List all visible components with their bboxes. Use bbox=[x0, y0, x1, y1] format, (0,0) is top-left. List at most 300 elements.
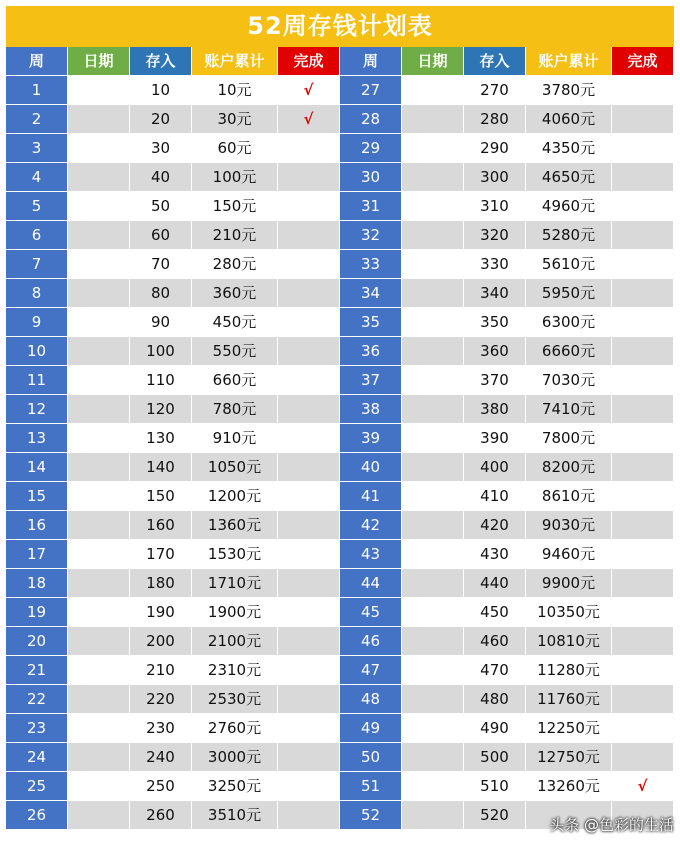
account-cell: 10元 bbox=[192, 76, 278, 104]
table-row bbox=[340, 540, 674, 569]
header-week: 周 bbox=[340, 47, 402, 75]
account-cell: 4960元 bbox=[526, 192, 612, 220]
header-row bbox=[6, 47, 340, 76]
week-cell: 7 bbox=[6, 250, 68, 278]
table-row bbox=[6, 163, 340, 192]
date-cell bbox=[68, 511, 130, 539]
table-row bbox=[6, 395, 340, 424]
date-cell bbox=[402, 482, 464, 510]
table-row bbox=[6, 627, 340, 656]
week-cell: 27 bbox=[340, 76, 402, 104]
week-cell: 6 bbox=[6, 221, 68, 249]
deposit-cell: 20 bbox=[130, 105, 192, 133]
deposit-cell: 240 bbox=[130, 743, 192, 771]
week-cell: 25 bbox=[6, 772, 68, 800]
date-cell bbox=[402, 627, 464, 655]
table-row bbox=[340, 76, 674, 105]
done-cell bbox=[612, 424, 674, 452]
deposit-cell: 410 bbox=[464, 482, 526, 510]
table-row bbox=[6, 598, 340, 627]
done-cell bbox=[612, 482, 674, 510]
deposit-cell: 30 bbox=[130, 134, 192, 162]
done-cell: √ bbox=[612, 772, 674, 800]
date-cell bbox=[68, 801, 130, 829]
done-cell bbox=[612, 540, 674, 568]
deposit-cell: 370 bbox=[464, 366, 526, 394]
week-cell: 39 bbox=[340, 424, 402, 452]
account-cell: 3000元 bbox=[192, 743, 278, 771]
deposit-cell: 380 bbox=[464, 395, 526, 423]
date-cell bbox=[402, 714, 464, 742]
date-cell bbox=[402, 772, 464, 800]
account-cell: 360元 bbox=[192, 279, 278, 307]
done-cell bbox=[612, 163, 674, 191]
account-cell: 4060元 bbox=[526, 105, 612, 133]
week-cell: 1 bbox=[6, 76, 68, 104]
table-row bbox=[6, 482, 340, 511]
table-row bbox=[6, 685, 340, 714]
table-row bbox=[340, 134, 674, 163]
done-cell bbox=[278, 250, 340, 278]
header-done: 完成 bbox=[278, 47, 340, 75]
deposit-cell: 390 bbox=[464, 424, 526, 452]
week-cell: 23 bbox=[6, 714, 68, 742]
done-cell: √ bbox=[278, 105, 340, 133]
table-row bbox=[6, 192, 340, 221]
week-cell: 13 bbox=[6, 424, 68, 452]
account-cell: 9900元 bbox=[526, 569, 612, 597]
table-row bbox=[340, 279, 674, 308]
header-deposit: 存入 bbox=[464, 47, 526, 75]
done-cell bbox=[612, 743, 674, 771]
table-row bbox=[340, 221, 674, 250]
week-cell: 16 bbox=[6, 511, 68, 539]
table-row bbox=[6, 424, 340, 453]
date-cell bbox=[68, 482, 130, 510]
account-cell: 7030元 bbox=[526, 366, 612, 394]
account-cell: 8610元 bbox=[526, 482, 612, 510]
week-cell: 3 bbox=[6, 134, 68, 162]
date-cell bbox=[68, 540, 130, 568]
date-cell bbox=[68, 366, 130, 394]
deposit-cell: 80 bbox=[130, 279, 192, 307]
account-cell: 4650元 bbox=[526, 163, 612, 191]
week-cell: 34 bbox=[340, 279, 402, 307]
date-cell bbox=[68, 627, 130, 655]
account-cell: 5610元 bbox=[526, 250, 612, 278]
account-cell: 2530元 bbox=[192, 685, 278, 713]
account-cell: 60元 bbox=[192, 134, 278, 162]
done-cell bbox=[278, 743, 340, 771]
date-cell bbox=[402, 569, 464, 597]
account-cell: 7800元 bbox=[526, 424, 612, 452]
week-cell: 37 bbox=[340, 366, 402, 394]
date-cell bbox=[402, 598, 464, 626]
week-cell: 24 bbox=[6, 743, 68, 771]
done-cell bbox=[278, 685, 340, 713]
done-cell bbox=[612, 76, 674, 104]
deposit-cell: 190 bbox=[130, 598, 192, 626]
deposit-cell: 70 bbox=[130, 250, 192, 278]
deposit-cell: 430 bbox=[464, 540, 526, 568]
header-account: 账户累计 bbox=[526, 47, 612, 75]
done-cell bbox=[278, 656, 340, 684]
table-row bbox=[6, 772, 340, 801]
table-row bbox=[6, 366, 340, 395]
done-cell bbox=[278, 714, 340, 742]
date-cell bbox=[402, 801, 464, 829]
deposit-cell: 220 bbox=[130, 685, 192, 713]
header-done: 完成 bbox=[612, 47, 674, 75]
account-cell: 12750元 bbox=[526, 743, 612, 771]
deposit-cell: 150 bbox=[130, 482, 192, 510]
week-cell: 35 bbox=[340, 308, 402, 336]
deposit-cell: 160 bbox=[130, 511, 192, 539]
date-cell bbox=[402, 743, 464, 771]
date-cell bbox=[402, 395, 464, 423]
account-cell: 6660元 bbox=[526, 337, 612, 365]
account-cell: 3780元 bbox=[526, 76, 612, 104]
account-cell: 1050元 bbox=[192, 453, 278, 481]
week-cell: 48 bbox=[340, 685, 402, 713]
deposit-cell: 40 bbox=[130, 163, 192, 191]
deposit-cell: 250 bbox=[130, 772, 192, 800]
done-cell bbox=[278, 598, 340, 626]
header-week: 周 bbox=[6, 47, 68, 75]
date-cell bbox=[68, 163, 130, 191]
account-cell: 550元 bbox=[192, 337, 278, 365]
deposit-cell: 330 bbox=[464, 250, 526, 278]
date-cell bbox=[68, 453, 130, 481]
account-cell: 210元 bbox=[192, 221, 278, 249]
table-row bbox=[340, 569, 674, 598]
deposit-cell: 290 bbox=[464, 134, 526, 162]
table-row bbox=[6, 656, 340, 685]
date-cell bbox=[68, 192, 130, 220]
done-cell bbox=[612, 105, 674, 133]
done-cell bbox=[612, 569, 674, 597]
table-row bbox=[6, 453, 340, 482]
deposit-cell: 230 bbox=[130, 714, 192, 742]
done-cell bbox=[612, 337, 674, 365]
table-row bbox=[340, 656, 674, 685]
deposit-cell: 260 bbox=[130, 801, 192, 829]
date-cell bbox=[402, 656, 464, 684]
deposit-cell: 110 bbox=[130, 366, 192, 394]
week-cell: 29 bbox=[340, 134, 402, 162]
week-cell: 18 bbox=[6, 569, 68, 597]
week-cell: 31 bbox=[340, 192, 402, 220]
account-cell: 2310元 bbox=[192, 656, 278, 684]
account-cell: 3250元 bbox=[192, 772, 278, 800]
week-cell: 15 bbox=[6, 482, 68, 510]
account-cell: 4350元 bbox=[526, 134, 612, 162]
deposit-cell: 120 bbox=[130, 395, 192, 423]
done-cell bbox=[278, 134, 340, 162]
table-row bbox=[340, 424, 674, 453]
done-cell bbox=[278, 395, 340, 423]
deposit-cell: 450 bbox=[464, 598, 526, 626]
done-cell bbox=[278, 540, 340, 568]
date-cell bbox=[402, 424, 464, 452]
week-cell: 5 bbox=[6, 192, 68, 220]
account-cell: 11280元 bbox=[526, 656, 612, 684]
done-cell bbox=[278, 569, 340, 597]
account-cell: 780元 bbox=[192, 395, 278, 423]
done-cell bbox=[278, 482, 340, 510]
account-cell: 8200元 bbox=[526, 453, 612, 481]
account-cell: 1710元 bbox=[192, 569, 278, 597]
deposit-cell: 180 bbox=[130, 569, 192, 597]
date-cell bbox=[402, 163, 464, 191]
week-cell: 38 bbox=[340, 395, 402, 423]
date-cell bbox=[68, 685, 130, 713]
account-cell: 1360元 bbox=[192, 511, 278, 539]
account-cell: 450元 bbox=[192, 308, 278, 336]
deposit-cell: 50 bbox=[130, 192, 192, 220]
deposit-cell: 170 bbox=[130, 540, 192, 568]
deposit-cell: 90 bbox=[130, 308, 192, 336]
done-cell bbox=[612, 714, 674, 742]
table-row bbox=[340, 685, 674, 714]
done-cell bbox=[612, 192, 674, 220]
date-cell bbox=[68, 569, 130, 597]
deposit-cell: 300 bbox=[464, 163, 526, 191]
week-cell: 4 bbox=[6, 163, 68, 191]
done-cell bbox=[278, 163, 340, 191]
week-cell: 20 bbox=[6, 627, 68, 655]
account-cell: 1200元 bbox=[192, 482, 278, 510]
header-date: 日期 bbox=[402, 47, 464, 75]
date-cell bbox=[68, 656, 130, 684]
watermark: 头条 @色彩的生活 bbox=[549, 816, 674, 834]
account-cell: 7410元 bbox=[526, 395, 612, 423]
week-cell: 42 bbox=[340, 511, 402, 539]
done-cell bbox=[278, 366, 340, 394]
table-row bbox=[340, 714, 674, 743]
account-cell: 11760元 bbox=[526, 685, 612, 713]
account-cell: 910元 bbox=[192, 424, 278, 452]
week-cell: 17 bbox=[6, 540, 68, 568]
done-cell bbox=[612, 250, 674, 278]
table-row bbox=[340, 772, 674, 801]
done-cell bbox=[612, 366, 674, 394]
done-cell bbox=[278, 801, 340, 829]
account-cell: 2760元 bbox=[192, 714, 278, 742]
done-cell bbox=[278, 337, 340, 365]
date-cell bbox=[68, 424, 130, 452]
week-cell: 47 bbox=[340, 656, 402, 684]
week-cell: 10 bbox=[6, 337, 68, 365]
table-row bbox=[340, 511, 674, 540]
table-row bbox=[6, 743, 340, 772]
table-row bbox=[340, 743, 674, 772]
week-cell: 49 bbox=[340, 714, 402, 742]
account-cell: 9030元 bbox=[526, 511, 612, 539]
date-cell bbox=[402, 453, 464, 481]
deposit-cell: 310 bbox=[464, 192, 526, 220]
date-cell bbox=[68, 598, 130, 626]
week-cell: 32 bbox=[340, 221, 402, 249]
deposit-cell: 470 bbox=[464, 656, 526, 684]
deposit-cell: 200 bbox=[130, 627, 192, 655]
deposit-cell: 140 bbox=[130, 453, 192, 481]
done-cell: √ bbox=[278, 76, 340, 104]
date-cell bbox=[402, 192, 464, 220]
table-row bbox=[6, 76, 340, 105]
date-cell bbox=[402, 337, 464, 365]
account-cell: 660元 bbox=[192, 366, 278, 394]
deposit-cell: 350 bbox=[464, 308, 526, 336]
account-cell: 100元 bbox=[192, 163, 278, 191]
deposit-cell: 500 bbox=[464, 743, 526, 771]
week-cell: 51 bbox=[340, 772, 402, 800]
table-row bbox=[6, 511, 340, 540]
deposit-cell: 280 bbox=[464, 105, 526, 133]
week-cell: 41 bbox=[340, 482, 402, 510]
sheet-title: 52周存钱计划表 bbox=[6, 6, 674, 47]
week-cell: 40 bbox=[340, 453, 402, 481]
account-cell: 280元 bbox=[192, 250, 278, 278]
date-cell bbox=[68, 743, 130, 771]
table-row bbox=[340, 308, 674, 337]
table-row bbox=[340, 598, 674, 627]
date-cell bbox=[68, 714, 130, 742]
deposit-cell: 100 bbox=[130, 337, 192, 365]
date-cell bbox=[402, 134, 464, 162]
deposit-cell: 400 bbox=[464, 453, 526, 481]
deposit-cell: 480 bbox=[464, 685, 526, 713]
table-row bbox=[6, 134, 340, 163]
done-cell bbox=[612, 279, 674, 307]
done-cell bbox=[612, 308, 674, 336]
deposit-cell: 420 bbox=[464, 511, 526, 539]
header-row bbox=[340, 47, 674, 76]
week-cell: 45 bbox=[340, 598, 402, 626]
table-row bbox=[6, 221, 340, 250]
date-cell bbox=[68, 134, 130, 162]
week-cell: 26 bbox=[6, 801, 68, 829]
table-row bbox=[340, 250, 674, 279]
table-row bbox=[340, 366, 674, 395]
deposit-cell: 130 bbox=[130, 424, 192, 452]
done-cell bbox=[278, 511, 340, 539]
done-cell bbox=[278, 627, 340, 655]
week-cell: 12 bbox=[6, 395, 68, 423]
week-cell: 22 bbox=[6, 685, 68, 713]
deposit-cell: 60 bbox=[130, 221, 192, 249]
deposit-cell: 320 bbox=[464, 221, 526, 249]
date-cell bbox=[402, 366, 464, 394]
table-row bbox=[340, 337, 674, 366]
done-cell bbox=[278, 453, 340, 481]
week-cell: 52 bbox=[340, 801, 402, 829]
header-account: 账户累计 bbox=[192, 47, 278, 75]
table-row bbox=[6, 250, 340, 279]
date-cell bbox=[68, 772, 130, 800]
date-cell bbox=[68, 279, 130, 307]
date-cell bbox=[68, 76, 130, 104]
done-cell bbox=[612, 453, 674, 481]
account-cell: 6300元 bbox=[526, 308, 612, 336]
deposit-cell: 360 bbox=[464, 337, 526, 365]
account-cell: 10350元 bbox=[526, 598, 612, 626]
deposit-cell: 10 bbox=[130, 76, 192, 104]
done-cell bbox=[278, 424, 340, 452]
account-cell: 1530元 bbox=[192, 540, 278, 568]
week-cell: 11 bbox=[6, 366, 68, 394]
done-cell bbox=[612, 221, 674, 249]
week-cell: 30 bbox=[340, 163, 402, 191]
date-cell bbox=[402, 540, 464, 568]
table-row bbox=[340, 105, 674, 134]
account-cell: 1900元 bbox=[192, 598, 278, 626]
done-cell bbox=[612, 598, 674, 626]
table-row bbox=[340, 192, 674, 221]
deposit-cell: 440 bbox=[464, 569, 526, 597]
date-cell bbox=[68, 308, 130, 336]
table-row bbox=[340, 627, 674, 656]
deposit-cell: 340 bbox=[464, 279, 526, 307]
table-row bbox=[340, 395, 674, 424]
week-cell: 33 bbox=[340, 250, 402, 278]
date-cell bbox=[68, 395, 130, 423]
table-row bbox=[6, 540, 340, 569]
deposit-cell: 520 bbox=[464, 801, 526, 829]
week-cell: 50 bbox=[340, 743, 402, 771]
done-cell bbox=[612, 511, 674, 539]
date-cell bbox=[68, 221, 130, 249]
table-row bbox=[6, 105, 340, 134]
right-table bbox=[340, 47, 674, 830]
week-cell: 43 bbox=[340, 540, 402, 568]
week-cell: 14 bbox=[6, 453, 68, 481]
date-cell bbox=[402, 308, 464, 336]
done-cell bbox=[612, 627, 674, 655]
table-row bbox=[6, 569, 340, 598]
table-row bbox=[340, 482, 674, 511]
account-cell: 12250元 bbox=[526, 714, 612, 742]
date-cell bbox=[402, 685, 464, 713]
account-cell: 30元 bbox=[192, 105, 278, 133]
table-row bbox=[340, 163, 674, 192]
account-cell: 10810元 bbox=[526, 627, 612, 655]
account-cell: 150元 bbox=[192, 192, 278, 220]
week-cell: 2 bbox=[6, 105, 68, 133]
done-cell bbox=[278, 279, 340, 307]
account-cell: 2100元 bbox=[192, 627, 278, 655]
week-cell: 9 bbox=[6, 308, 68, 336]
account-cell: 5280元 bbox=[526, 221, 612, 249]
done-cell bbox=[612, 395, 674, 423]
done-cell bbox=[612, 134, 674, 162]
week-cell: 8 bbox=[6, 279, 68, 307]
date-cell bbox=[402, 279, 464, 307]
account-cell: 9460元 bbox=[526, 540, 612, 568]
deposit-cell: 210 bbox=[130, 656, 192, 684]
header-deposit: 存入 bbox=[130, 47, 192, 75]
done-cell bbox=[278, 308, 340, 336]
done-cell bbox=[612, 656, 674, 684]
week-cell: 36 bbox=[340, 337, 402, 365]
done-cell bbox=[612, 685, 674, 713]
account-cell: 13260元 bbox=[526, 772, 612, 800]
week-cell: 44 bbox=[340, 569, 402, 597]
table-row bbox=[6, 308, 340, 337]
deposit-cell: 490 bbox=[464, 714, 526, 742]
table-row bbox=[6, 714, 340, 743]
week-cell: 21 bbox=[6, 656, 68, 684]
